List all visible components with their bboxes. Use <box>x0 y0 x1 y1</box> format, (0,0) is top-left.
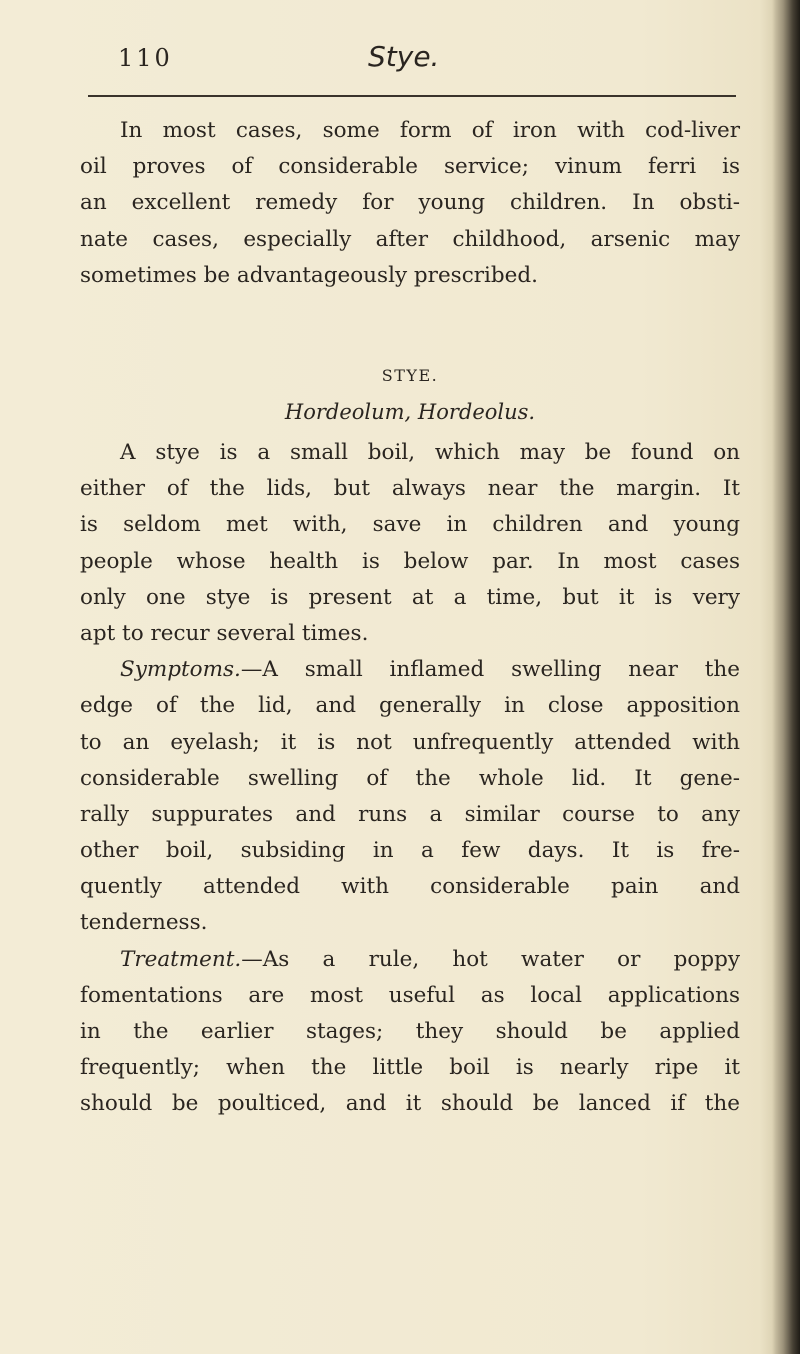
text-line: fomentations are most useful as local applications <box>80 982 740 1008</box>
symptoms-label: Symptoms. <box>120 657 241 683</box>
section-stye-body <box>80 435 740 1123</box>
treatment-paragraph-start <box>80 942 740 978</box>
text-line: only one stye is present at a time, but it is very <box>80 584 740 610</box>
symptoms-paragraph-start <box>80 652 740 688</box>
text-line: edge of the lid, and generally in close apposition <box>80 693 740 719</box>
latin-heading: Hordeolum, Hordeolus. <box>284 400 536 424</box>
section-iron-treatment <box>80 113 740 294</box>
text-line: in the earlier stages; they should be applied <box>80 1019 740 1044</box>
page-number: 110 <box>118 44 173 72</box>
treatment-first-line: —As a rule, hot water or poppy <box>241 946 740 972</box>
text-line: an excellent remedy for young children. In obsti- <box>80 190 740 216</box>
section-heading-stye: STYE. <box>381 366 439 385</box>
symptoms-first-line: —A small inflamed swelling near the <box>240 657 740 683</box>
header-rule <box>88 95 736 97</box>
running-title: Stye. <box>368 40 440 73</box>
text-line: is seldom met with, save in children and young <box>80 512 740 538</box>
text-line: In most cases, some form of iron with cod-liver <box>120 118 740 143</box>
text-line: oil proves of considerable service; vinum ferri is <box>80 154 740 180</box>
text-line: tenderness. <box>80 910 208 936</box>
text-line: to an eyelash; it is not unfrequently attended with <box>80 729 740 755</box>
book-gutter-shadow <box>772 0 800 1354</box>
text-line: quently attended with considerable pain and <box>80 874 740 900</box>
text-line: nate cases, especially after childhood, arsenic may <box>80 226 740 252</box>
text-line: sometimes be advantageously prescribed. <box>80 262 538 288</box>
text-line: frequently; when the little boil is nearly ripe it <box>80 1055 740 1081</box>
text-line: either of the lids, but always near the margin. It <box>80 476 740 502</box>
text-line: considerable swelling of the whole lid. It gene- <box>80 765 740 791</box>
text-line: apt to recur several times. <box>80 620 369 646</box>
text-line: should be poulticed, and it should be lanced if the <box>80 1091 740 1117</box>
text-line: other boil, subsiding in a few days. It is fre- <box>80 838 740 864</box>
page-header <box>118 40 738 82</box>
text-line: rally suppurates and runs a similar course to any <box>80 801 740 827</box>
text-line: people whose health is below par. In most cases <box>80 548 740 574</box>
text-line: A stye is a small boil, which may be found on <box>120 440 740 465</box>
treatment-label: Treatment. <box>120 946 242 972</box>
